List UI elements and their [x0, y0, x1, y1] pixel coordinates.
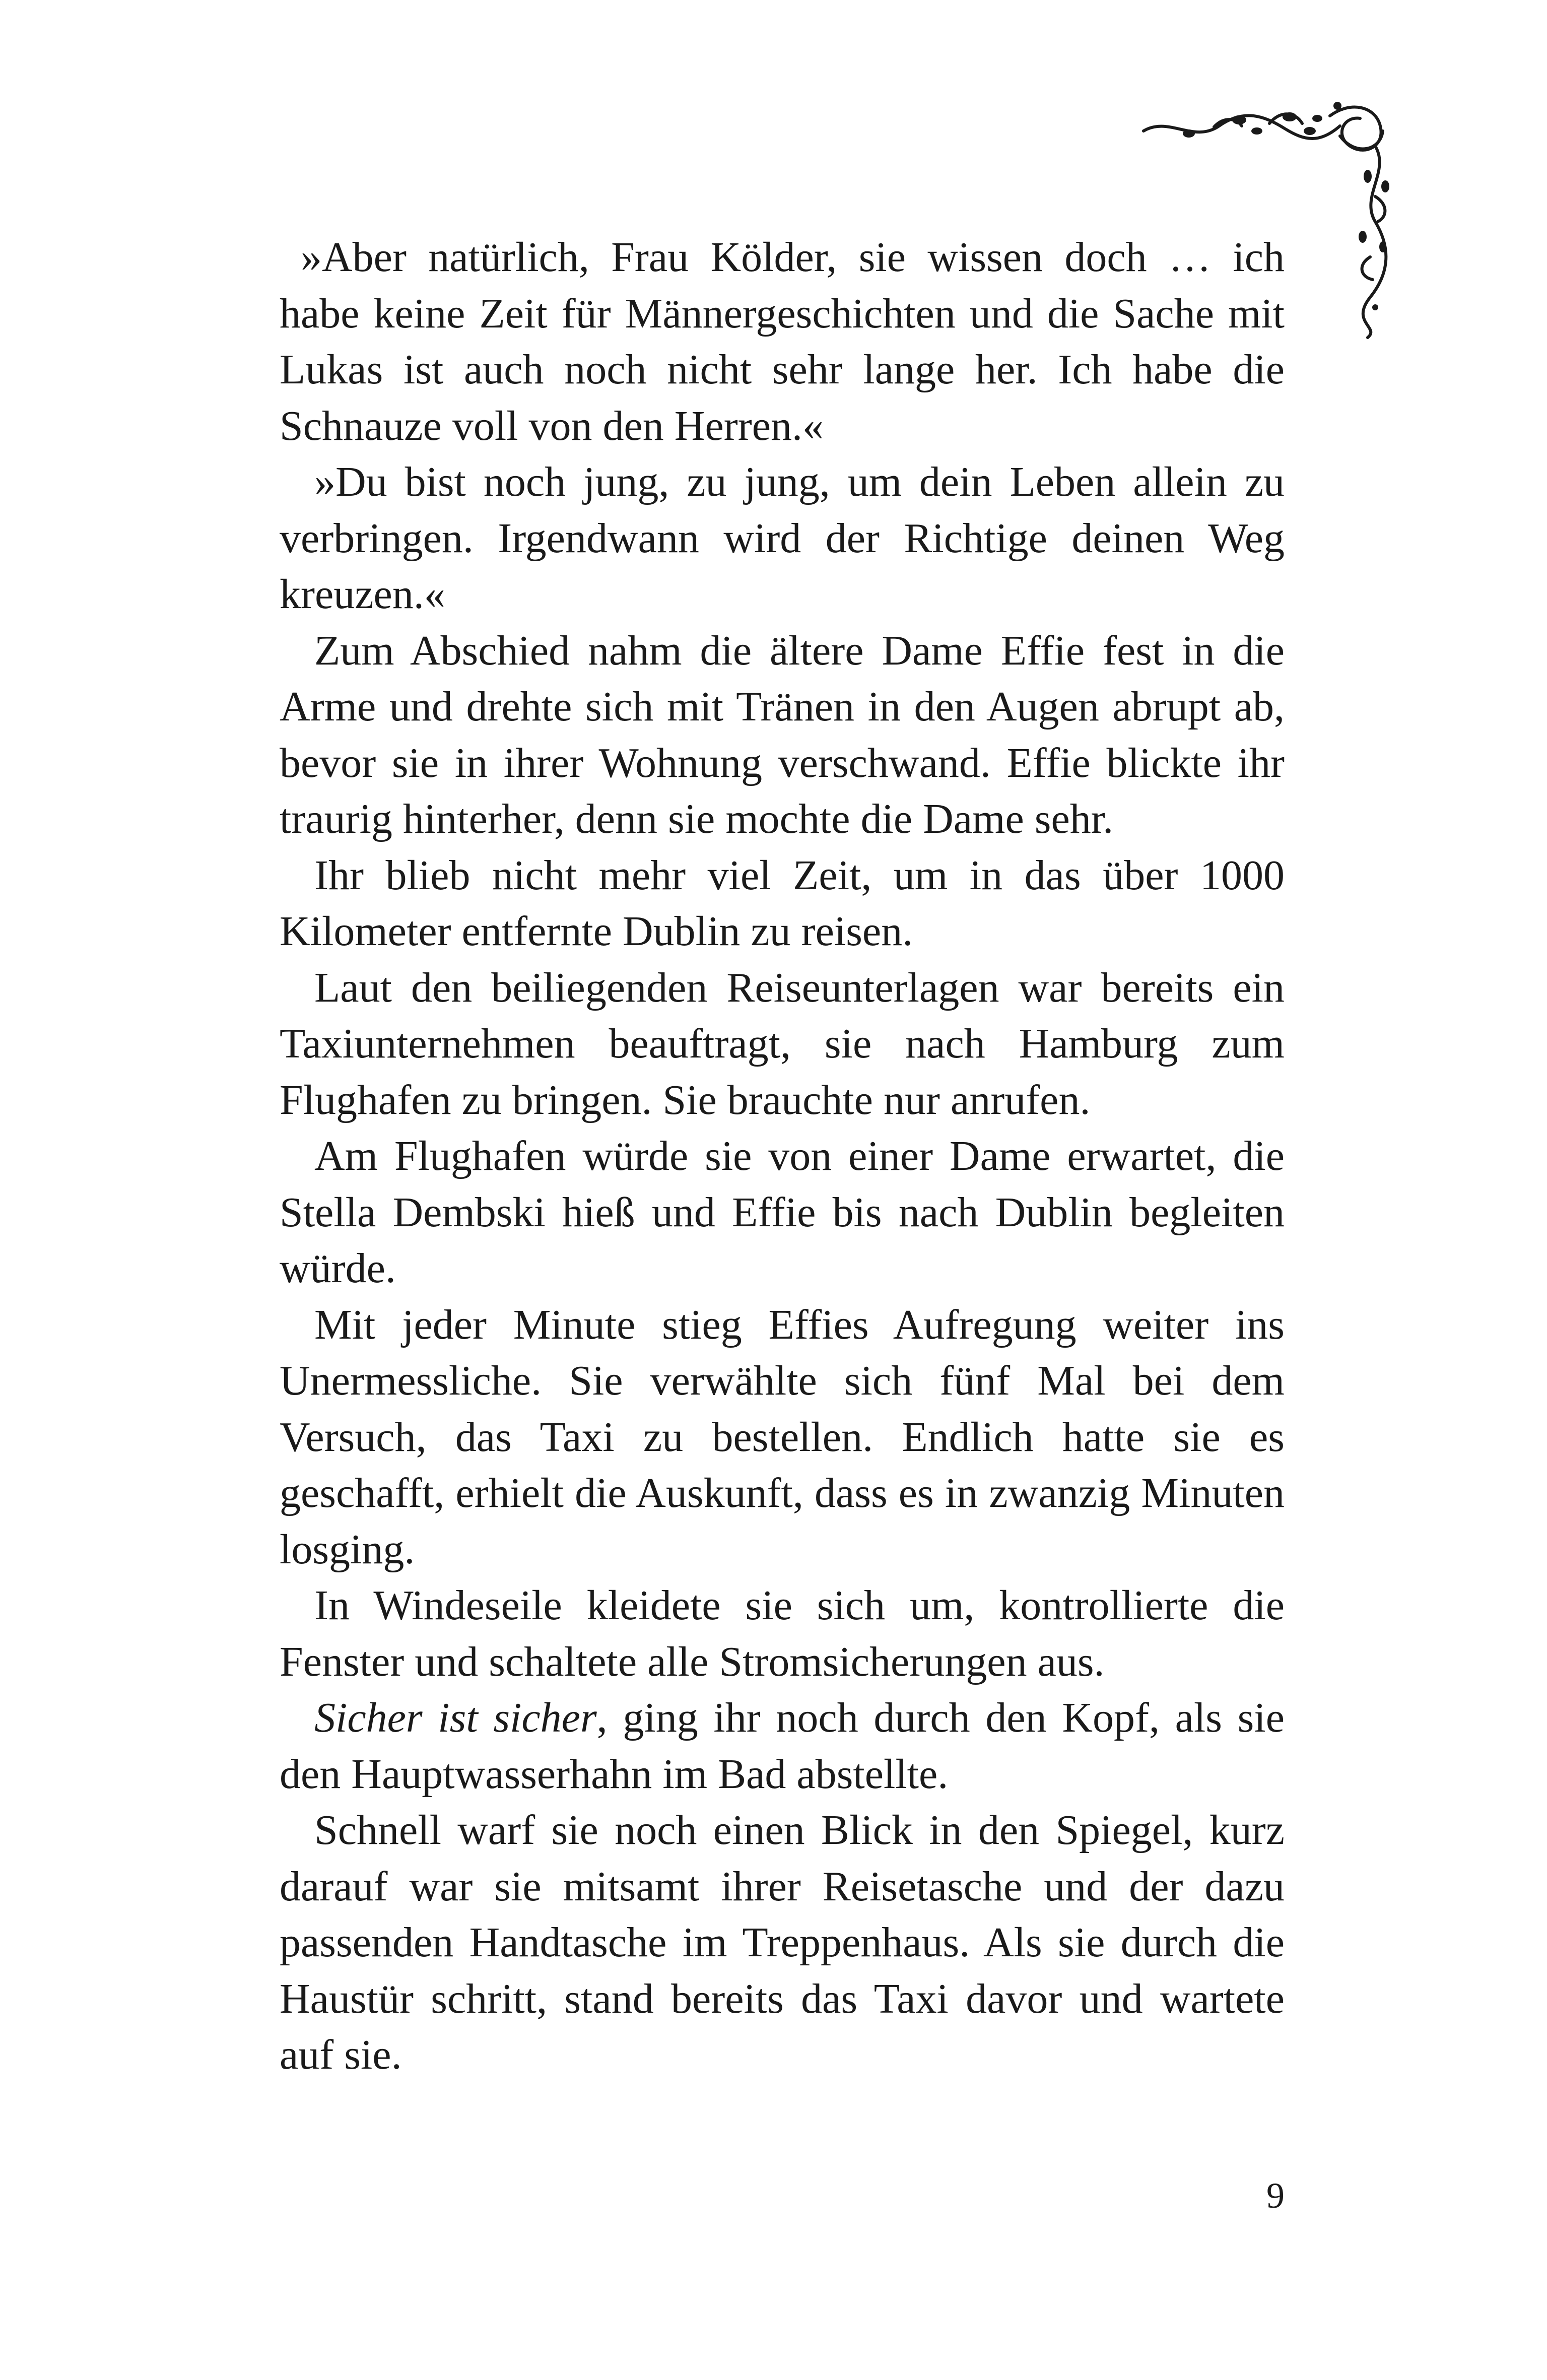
page-number: 9	[1266, 2175, 1285, 2216]
body-text	[280, 229, 1285, 2083]
paragraph: Zum Abschied nahm die ältere Dame Effie fest in die Arme und drehte sich mit Tränen in den Augen abrupt ab, bevor sie in ihrer Wohnung verschwand. Effie blickte ihr traurig hinterher, denn sie mochte die Dame sehr.	[280, 627, 1285, 842]
paragraph: »Aber natürlich, Frau Kölder, sie wissen doch … ich habe keine Zeit für Männergeschichten und die Sache mit Lukas ist auch noch nicht sehr lange her. Ich habe die Schnauze voll von den Herren.«	[280, 234, 1285, 449]
paragraph: »Du bist noch jung, zu jung, um dein Leben allein zu verbringen. Irgendwann wird der Richtige deinen Weg kreuzen.«	[280, 458, 1285, 618]
paragraph: Laut den beiliegenden Reiseunterlagen war bereits ein Taxiunternehmen beauftragt, sie nach Hamburg zum Flughafen zu bringen. Sie brauchte nur anrufen.	[280, 964, 1285, 1123]
paragraph: Ihr blieb nicht mehr viel Zeit, um in das über 1000 Kilometer entfernte Dublin zu reisen.	[280, 851, 1285, 955]
italic-thought: Sicher ist sicher	[314, 1694, 597, 1741]
paragraph: Schnell warf sie noch einen Blick in den Spiegel, kurz darauf war sie mitsamt ihrer Reisetasche und der dazu passenden Handtasche im Treppenhaus. Als sie durch die Haustür schritt, stand bereits das Taxi davor und wartete auf sie.	[280, 1807, 1285, 2078]
paragraph: Mit jeder Minute stieg Effies Aufregung weiter ins Unermessliche. Sie verwählte sich fünf Mal bei dem Versuch, das Taxi zu bestellen. Endlich hatte sie es geschafft, erhielt die Auskunft, dass es in zwanzig Minuten losging.	[280, 1301, 1285, 1573]
paragraph: In Windeseile kleidete sie sich um, kontrollierte die Fenster und schaltete alle Stromsicherungen aus.	[280, 1582, 1285, 1685]
paragraph: Am Flughafen würde sie von einer Dame erwartet, die Stella Dembski hieß und Effie bis nach Dublin begleiten würde.	[280, 1133, 1285, 1292]
paragraph-rest: , ging ihr noch durch den Kopf, als sie den Hauptwasserhahn im Bad abstellte.	[280, 1694, 1285, 1798]
paragraph-italic-lead	[280, 1690, 1285, 1802]
